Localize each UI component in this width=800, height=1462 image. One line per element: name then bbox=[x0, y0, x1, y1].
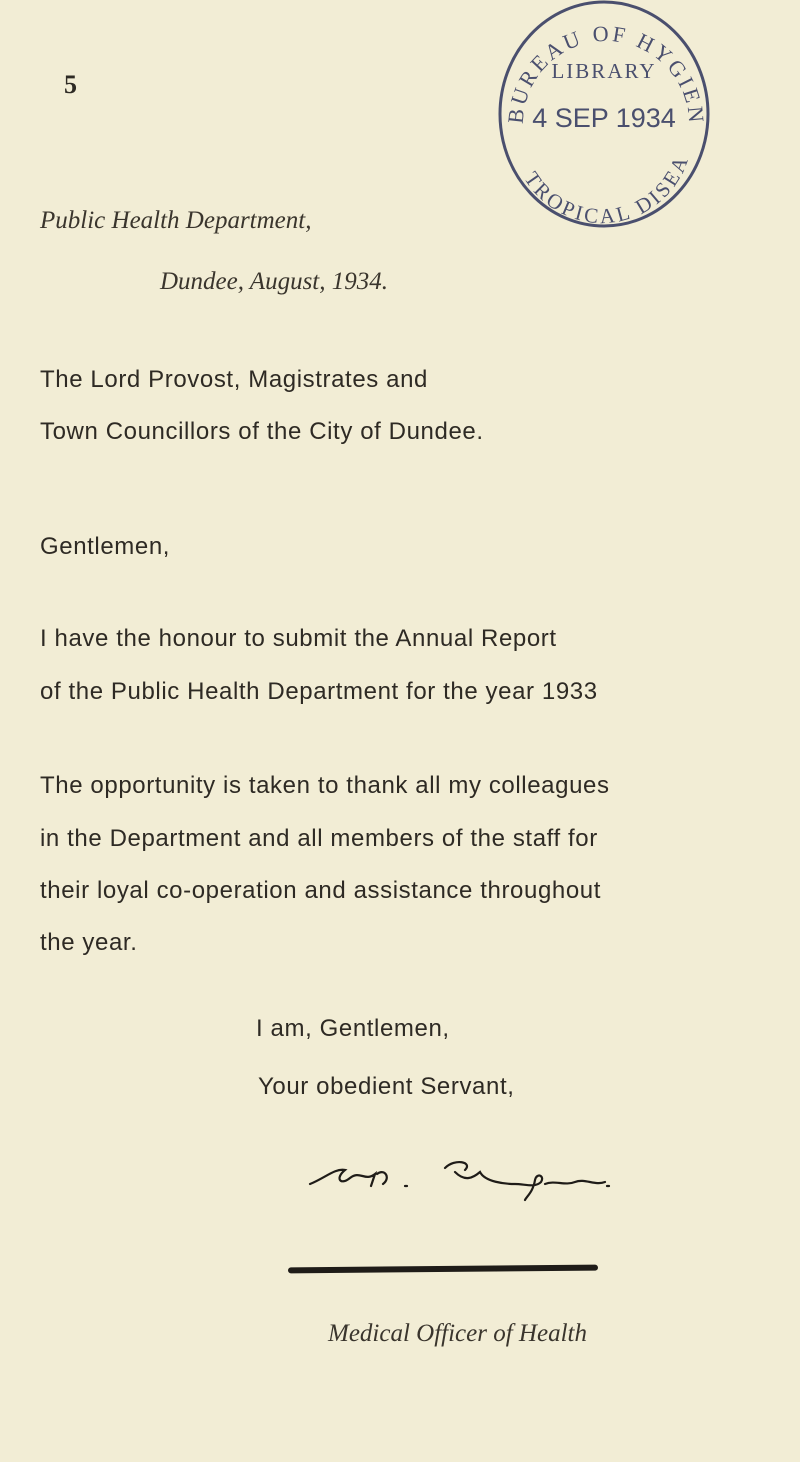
stamp-library: LIBRARY bbox=[551, 59, 657, 83]
library-stamp bbox=[493, 0, 715, 234]
stamp-top-arc: BUREAU OF HYGIEN bbox=[502, 20, 710, 127]
paragraph1-line-2: of the Public Health Department for the year 1933 bbox=[40, 678, 598, 705]
paragraph2-line-3: their loyal co-operation and assistance throughout bbox=[40, 877, 601, 904]
paragraph2-line-4: the year. bbox=[40, 929, 138, 956]
addressee-line-1: The Lord Provost, Magistrates and bbox=[40, 366, 428, 393]
paragraph2-line-1: The opportunity is taken to thank all my colleagues bbox=[40, 772, 610, 799]
salutation: Gentlemen, bbox=[40, 533, 171, 560]
addressee-line-2: Town Councillors of the City of Dundee. bbox=[40, 418, 484, 445]
stamp-date: 4 SEP 1934 bbox=[532, 103, 676, 133]
closing-line-2: Your obedient Servant, bbox=[258, 1073, 515, 1100]
paragraph2-line-2: in the Department and all members of the staff for bbox=[40, 825, 598, 852]
handwritten-signature bbox=[305, 1148, 665, 1213]
signatory-title: Medical Officer of Health bbox=[328, 1320, 587, 1347]
place-date: Dundee, August, 1934. bbox=[160, 268, 388, 295]
paragraph1-line-1: I have the honour to submit the Annual Report bbox=[40, 625, 557, 652]
department-line: Public Health Department, bbox=[40, 207, 312, 234]
stamp-bottom-arc: TROPICAL DISEA bbox=[519, 150, 694, 229]
signature-rule bbox=[288, 1265, 598, 1274]
closing-line-1: I am, Gentlemen, bbox=[256, 1015, 450, 1042]
page-number: 5 bbox=[64, 70, 77, 99]
